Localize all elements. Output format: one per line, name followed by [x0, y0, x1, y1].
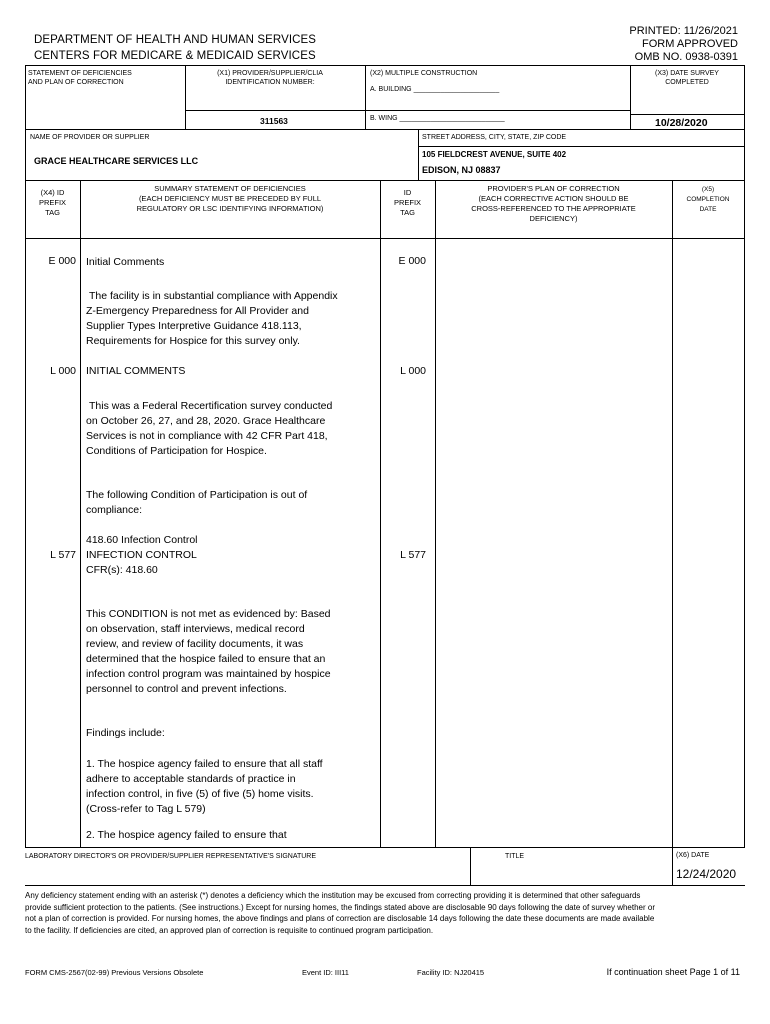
summary-statement-header: SUMMARY STATEMENT OF DEFICIENCIES (EACH DEFICIENCY MUST BE PRECEDED BY FULL REGULATORY OR LSC IDENTIFYING INFORMATION)	[136, 184, 324, 213]
paragraph-condition-out-of-compliance: The following Condition of Participation is out of compliance:	[86, 489, 308, 516]
cfr-reference: CFR(s): 418.60	[86, 564, 158, 576]
form-approved: FORM APPROVED	[642, 38, 738, 50]
initial-comments-heading: Initial Comments	[86, 256, 165, 268]
tag-l577-right: L 577	[400, 549, 426, 561]
tag-l577-left: L 577	[50, 549, 76, 561]
signature-label: LABORATORY DIRECTOR'S OR PROVIDER/SUPPLIER REPRESENTATIVE'S SIGNATURE	[25, 853, 317, 860]
paragraph-emergency-preparedness: The facility is in substantial compliance with Appendix Z-Emergency Preparedness for All Provider and Supplier Types Interpretive Guidance 418.113, Requirements for Hospice for this survey only.	[86, 290, 338, 347]
x1-provider-number: 311563	[260, 116, 288, 126]
title-label: TITLE	[505, 853, 525, 860]
survey-completed-date: 10/28/2020	[655, 117, 708, 129]
wing-field: B. WING ___________________________	[370, 115, 505, 122]
event-id: Event ID: III11	[302, 968, 349, 977]
signature-date: 12/24/2020	[676, 867, 737, 881]
x1-label: (X1) PROVIDER/SUPPLIER/CLIA IDENTIFICATION NUMBER:	[217, 70, 323, 86]
tag-e000-left: E 000	[48, 255, 76, 267]
finding-1: 1. The hospice agency failed to ensure that all staff adhere to acceptable standards of practice in infection control, in five (5) of five (5) home visits. (Cross-refer to Tag L 579)	[86, 758, 323, 815]
infection-control-reg: 418.60 Infection Control	[86, 534, 198, 546]
x6-date-label: (X6) DATE	[676, 852, 710, 859]
provider-name: GRACE HEALTHCARE SERVICES LLC	[34, 156, 199, 166]
findings-include: Findings include:	[86, 727, 165, 739]
building-field: A. BUILDING ______________________	[370, 86, 500, 93]
address-label: STREET ADDRESS, CITY, STATE, ZIP CODE	[422, 134, 567, 141]
tag-l000-left: L 000	[50, 365, 76, 377]
id-prefix-header: ID PREFIX TAG	[393, 188, 422, 217]
street-address: 105 FIELDCREST AVENUE, SUITE 402	[422, 150, 567, 159]
x2-label: (X2) MULTIPLE CONSTRUCTION	[370, 70, 478, 77]
plan-of-correction-header: PROVIDER'S PLAN OF CORRECTION (EACH CORRECTIVE ACTION SHOULD BE CROSS-REFERENCED TO THE APPROPRIATE DEFICIENCY)	[471, 184, 636, 223]
agency-title: CENTERS FOR MEDICARE & MEDICAID SERVICES	[34, 50, 316, 62]
disclaimer-text: Any deficiency statement ending with an asterisk (*) denotes a deficiency which the institution may be excused from correcting providing it is determined that other safeguards provide sufficient protection to the patients. (See instructions.) Except for nursing homes, the findings stated above are disclosable 90 days following the date of survey whether or not a plan of correction is provided. For nursing homes, the above findings and plans of correction are disclosable 14 days following the date these documents are made available to the facility. If deficiencies are cited, an approved plan of correction is requisite to continued program participation.	[25, 891, 655, 935]
x5-completion-date-header: (X5) COMPLETION DATE	[686, 186, 730, 213]
infection-control-heading: INFECTION CONTROL	[86, 549, 197, 561]
x3-label: (X3) DATE SURVEY COMPLETED	[655, 70, 719, 86]
finding-2: 2. The hospice agency failed to ensure that	[86, 829, 287, 841]
statement-label: STATEMENT OF DEFICIENCIES AND PLAN OF CORRECTION	[28, 70, 132, 86]
provider-name-label: NAME OF PROVIDER OR SUPPLIER	[30, 134, 150, 141]
tag-e000-right: E 000	[398, 255, 426, 267]
tag-l000-right: L 000	[400, 365, 426, 377]
department-title: DEPARTMENT OF HEALTH AND HUMAN SERVICES	[34, 34, 317, 46]
x4-id-prefix-header: (X4) ID PREFIX TAG	[38, 188, 67, 217]
printed-date: PRINTED: 11/26/2021	[629, 25, 738, 37]
facility-id: Facility ID: NJ20415	[417, 968, 485, 977]
paragraph-recertification: This was a Federal Recertification survey conducted on October 26, 27, and 28, 2020. Grace Healthcare Services is not in compliance with 42 CFR Part 418, Conditions of Participation for Hospice.	[86, 400, 333, 457]
form-number: FORM CMS-2567(02-99) Previous Versions Obsolete	[25, 968, 204, 977]
initial-comments-caps: INITIAL COMMENTS	[86, 365, 186, 377]
omb-number: OMB NO. 0938-0391	[634, 51, 738, 63]
city-state-zip: EDISON, NJ 08837	[422, 165, 501, 175]
paragraph-condition-not-met: This CONDITION is not met as evidenced by: Based on observation, staff interviews, medical record review, and review of facility documents, it was determined that the hospice failed to ensure that an infection control program was maintained by hospice personnel to control and prevent infections.	[86, 608, 331, 695]
page-number: If continuation sheet Page 1 of 11	[606, 967, 740, 977]
